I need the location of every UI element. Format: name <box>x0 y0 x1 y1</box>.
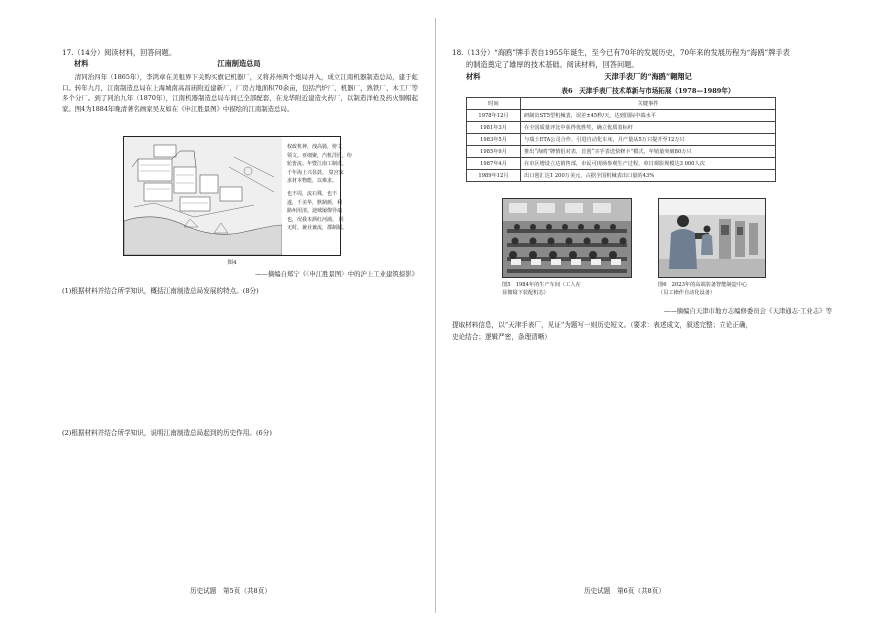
photo-5-caption: 图5 1984年的生产车间（工人在 显微镜下装配机芯） <box>502 282 581 296</box>
table-cell-time: 1983年5月 <box>467 134 521 146</box>
table-header-time: 时间 <box>467 98 521 110</box>
page-footer-left: 历史试题 第5页（共8页） <box>190 587 271 595</box>
question-18-heading-line1: 18.（13分）“海鸥”牌手表自1955年诞生，至今已有70年的发展历史，70年来的发展历程为“海鸥”牌手表 <box>452 48 790 57</box>
exam-page-right <box>436 0 870 630</box>
figure-4-illustration <box>123 136 283 256</box>
figure-4-caption: 图4 <box>227 260 237 266</box>
table-6-title: 表6 天津手表厂技术革新与市场拓展（1978—1989年） <box>561 87 735 95</box>
table-cell-event: 在全国质量评比中获得优胜奖，确立优质表标杆 <box>521 122 776 134</box>
material-header <box>466 72 830 83</box>
table-cell-time: 1989年12月 <box>467 170 521 182</box>
table-cell-time: 1987年4月 <box>467 158 521 170</box>
material-header <box>74 59 404 70</box>
table-cell-event: 研制出ST5型机械表，误差±45秒/天，达到国际中端水平 <box>521 110 776 122</box>
question-18-task-line2: 史论结合；逻辑严密，条理清晰） <box>452 333 551 341</box>
material-title: 江南制造总局 <box>217 59 261 68</box>
table-row <box>467 158 776 170</box>
table-cell-event: 推出“海鸥”牌情侣对表，首创“买手表送快修卡”模式，年销量突破80万只 <box>521 146 776 158</box>
question-18-heading-line2: 的制造奠定了雄厚的技术基础。阅读材料，回答问题。 <box>466 60 639 69</box>
material-source: ——摘编自天津市地方志编修委员会《天津通志·工业志》等 <box>663 307 832 315</box>
page-footer-right: 历史试题 第6页（共8页） <box>584 587 665 595</box>
material-label: 材料 <box>74 59 89 68</box>
table-row <box>467 134 776 146</box>
material-title: 天津手表厂的“海鸥”翱翔记 <box>604 72 692 81</box>
table-row <box>467 122 776 134</box>
table-row <box>467 146 776 158</box>
photo-6-caption: 图6 2023年的高端装备智能制造中心 （员工操作自动化设备） <box>658 282 748 296</box>
table-cell-time: 1981年3月 <box>467 122 521 134</box>
material-source: ——摘编自郑宁《〈申江胜景图〉中的沪上工业建筑掠影》 <box>255 270 418 278</box>
question-17-heading: 17.（14分）阅读材料，回答问题。 <box>62 48 177 57</box>
question-18-task-line1: 提取材料信息，以“天津手表厂，见证”为题写一则历史短文。（要求：表述成文，叙述完整；立论正确， <box>452 321 753 329</box>
table-header-row <box>467 98 776 110</box>
photo-6-smart-manufacturing-2023 <box>658 198 766 278</box>
table-cell-event: 在市区增设立达销售部，市民可现场参观生产过程，单日观影规模达3 000人次 <box>521 158 776 170</box>
sub-question-1: (1)根据材料并结合所学知识，概括江南制造总局发展的特点。(8分) <box>62 287 259 295</box>
table-cell-time: 1978年12月 <box>467 110 521 122</box>
figure-4-poem: 权政机神，洩高骑，傍文 领文。亚细聚，汽机洋匠，纷 轮皆流。年暨江南工制成， 千年海上兴显鼓。 算宫家 求材本物能，以难求。 也不周，流石殊，也不 遂，千美华，默制颜，利 路州用清。迪城屡僚异端 也，况我本洒红河淌。 同 无时，兼业兼流，郡制制。 <box>282 136 341 256</box>
table-row <box>467 110 776 122</box>
table-header-event: 关键事件 <box>521 98 776 110</box>
sub-question-2: (2)根据材料并结合所学知识，说明江南制造总局起到的历史作用。(6分) <box>62 429 272 437</box>
material-paragraph: 清同治四年（1865年），李鸿章在美租界下关购买旗记机器厂，又将苏州两个炮局并入，成立江南机器制造总局，建于虹口。转年九月，江南制造总局在上海城南高昌庙附近建新厂，厂房占地面积70余亩，包括汽炉厂、机器厂、熟铁厂、木工厂等多个分厂。到了同治九年（1870年），江南机器制造总局车间已全部配套，在龙华附近建造火药厂，以制造洋枪及药火铜帽起家。图4为1884年晚清著名画家吴友如在《申江胜景图》中描绘的江南制造总局。 <box>62 73 418 113</box>
table-cell-time: 1985年9月 <box>467 146 521 158</box>
table-6 <box>466 97 776 182</box>
table-cell-event: 与瑞士ETA公司合作，引进自动化车床，月产量从5万只提升至12万只 <box>521 134 776 146</box>
material-label: 材料 <box>466 72 481 81</box>
photo-5-workshop-1984 <box>502 198 632 278</box>
table-row <box>467 170 776 182</box>
table-cell-event: 出口创汇达1 200万美元，占据全国机械表出口量的43% <box>521 170 776 182</box>
